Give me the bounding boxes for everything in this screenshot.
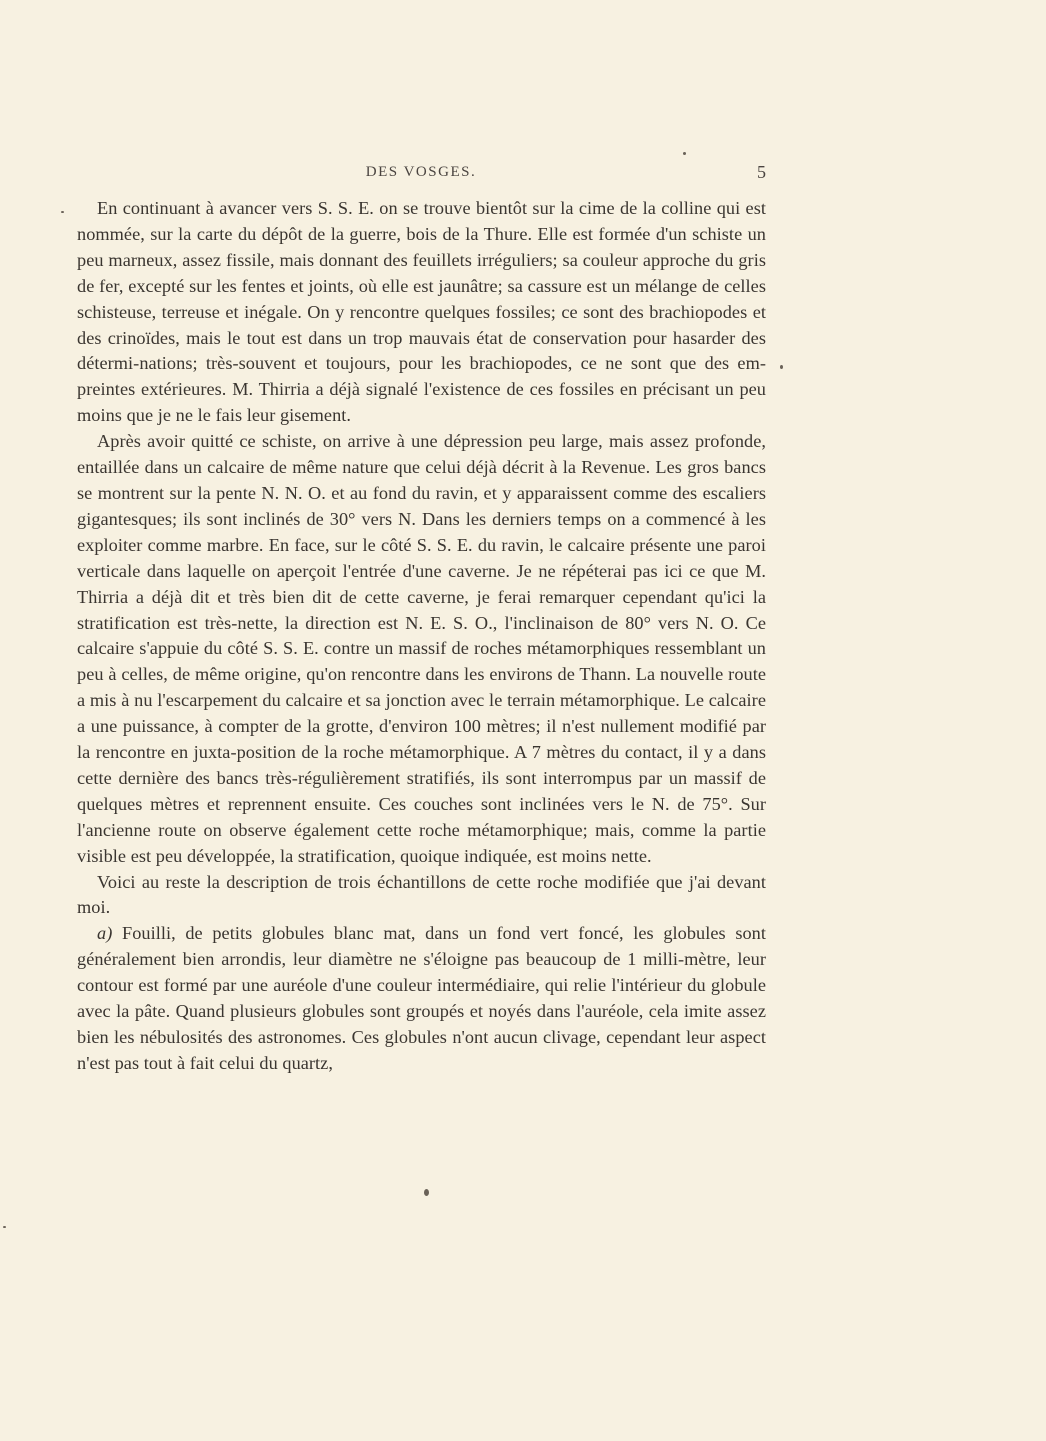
paragraph-calcaire: Après avoir quitté ce schiste, on arrive à une dépression peu large, mais assez profonde, entaillée dans un calcaire de même nature que celui déjà décrit à la Revenue. Les gros bancs se montrent sur la pente N. N. O. et au fond du ravin, et y apparaissent comme des escaliers gigantesques; ils sont inclinés de 30° vers N. Dans les derniers temps on a commencé à les exploiter comme marbre. En face, sur le côté S. S. E. du ravin, le calcaire présente une paroi verticale dans laquelle on aperçoit l'entrée d'une caverne. Je ne répéterai pas ici ce que M. Thirria a déjà dit et très bien dit de cette caverne, je ferai remarquer cependant qu'ici la stratification est très-nette, la direction est N. E. S. O., l'inclinaison de 80° vers N. O. Ce calcaire s'appuie du côté S. S. E. contre un massif de roches métamorphiques ressemblant un peu à celles, de même origine, qu'on rencontre dans les environs de Thann. La nouvelle route a mis à nu l'escarpement du calcaire et sa jonction avec le terrain métamorphique. Le calcaire a une puissance, à compter de la grotte, d'environ 100 mètres; il n'est nullement modifié par la rencontre en juxta-position de la roche métamorphique. A 7 mètres du contact, il y a dans cette dernière des bancs très-régulièrement stratifiés, ils sont interrompus par un massif de quelques mètres et reprennent ensuite. Ces couches sont inclinées vers le N. de 75°. Sur l'ancienne route on observe également cette roche métamorphique; mais, comme la partie visible est peu développée, la stratification, quoique indiquée, est moins nette. — [77, 431, 766, 866]
ink-speck — [3, 1226, 6, 1228]
sample-a-text: Fouilli, de petits globules blanc mat, dans un fond vert foncé, les globules sont généralement bien arrondis, leur diamètre ne s'éloigne pas beaucoup de 1 milli-mètre, leur contour est formé par une auréole d'une couleur intermédiaire, qui relie l'intérieur du globule avec la pâte. Quand plusieurs globules sont groupés et noyés dans l'auréole, cela imite assez bien les nébulosités des astronomes. Ces globules n'ont aucun clivage, cependant leur aspect n'est pas tout à fait celui du quartz, — [77, 923, 766, 1073]
paragraph-sample-a — [77, 921, 766, 1076]
running-head — [76, 164, 766, 186]
paragraph-schiste: En continuant à avancer vers S. S. E. on se trouve bientôt sur la cime de la colline qui est nommée, sur la carte du dépôt de la guerre, bois de la Thure. Elle est formée d'un schiste un peu marneux, assez fissile, mais donnant des feuillets irréguliers; sa couleur approche du gris de fer, excepté sur les fentes et joints, où elle est jaunâtre; sa cassure est un mélange de celles schisteuse, terreuse et inégale. On y rencontre quelques fossiles; ce sont des brachiopodes et des crinoïdes, mais le tout est dans un trop mauvais état de conservation pour hasarder des détermi-nations; très-souvent et toujours, pour les brachiopodes, ce ne sont que des em-preintes extérieures. M. Thirria a déjà signalé l'existence de ces fossiles en précisant un peu moins que je ne le fais leur gisement. — [77, 198, 766, 426]
paragraph-echantillons: Voici au reste la description de trois échantillons de cette roche modifiée que j'ai devant moi. — [77, 871, 766, 918]
ink-speck — [424, 1189, 429, 1196]
page-number: 5 — [757, 162, 766, 182]
running-title: DES VOSGES. — [365, 164, 477, 180]
ink-speck — [780, 365, 783, 369]
body-text — [77, 196, 766, 1077]
sample-label: a) — [97, 923, 113, 944]
ink-speck — [683, 152, 686, 155]
ink-speck — [61, 211, 64, 213]
